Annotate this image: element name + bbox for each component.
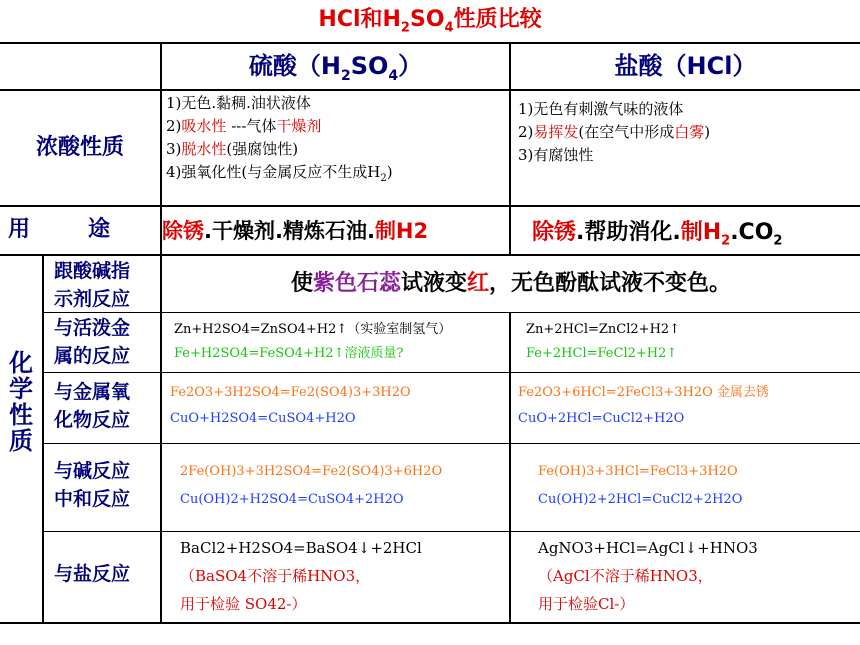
header-hcl: 盐酸（HCl） — [614, 52, 757, 80]
row-label-base: 与碱反应 中和反应 — [54, 460, 131, 510]
h2so4-oxide-reaction: Fe2O3+3H2SO4=Fe2(SO4)3+3H2O CuO+H2SO4=CuSO4+H2O — [170, 385, 411, 426]
h2so4-base-reaction: 2Fe(OH)3+3H2SO4=Fe2(SO4)3+6H2O Cu(OH)2+H2SO4=CuSO4+2H2O — [180, 464, 443, 507]
row-label-indicator: 跟酸碱指 示剂反应 — [54, 260, 131, 310]
row-label-salt: 与盐反应 — [54, 563, 131, 585]
hcl-salt-reaction: AgNO3+HCl=AgCl↓+HNO3 （AgCl不溶于稀HNO3， 用于检验Cl-） — [538, 539, 758, 613]
header-h2so4: 硫酸$(H_2SO_4)$ — [248, 52, 423, 84]
row-label-use: 用 途 — [8, 217, 111, 242]
hcl-oxide-reaction: Fe2O3+6HCl=2FeCl3+3H2O 金属去锈 CuO+2HCl=CuCl2+H2O — [518, 385, 769, 426]
indicator-reaction: 使紫色石蕊试液变红，无色酚酞试液不变色。 — [290, 271, 732, 296]
h2so4-salt-reaction: BaCl2+H2SO4=BaSO4↓+2HCl （BaSO4不溶于稀HNO3， 用于检验 SO42-） — [180, 539, 422, 613]
h2so4-concentrated-properties: 1)无色.黏稠.油状液体 2)吸水性 ---气体干燥剂 3)脱水性(强腐蚀性) 4)强氧化性(与金属反应不生成$H_2$) — [166, 94, 393, 184]
h2so4-metal-reaction: Zn+H2SO4=ZnSO4+H2↑（实验室制氢气） Fe+H2SO4=FeSO4+H2↑溶液质量? — [174, 322, 452, 361]
hcl-base-reaction: Fe(OH)3+3HCl=FeCl3+3H2O Cu(OH)2+2HCl=CuCl2+2H2O — [538, 464, 743, 507]
row-label-metal: 与活泼金 属的反应 — [54, 317, 131, 367]
hcl-metal-reaction: Zn+2HCl=ZnCl2+H2↑ Fe+2HCl=FeCl2+H2↑ — [526, 322, 681, 361]
hcl-concentrated-properties: 1)无色有刺激气味的液体 2)易挥发(在空气中形成白雾) 3)有腐蚀性 — [518, 100, 711, 164]
row-label-chemical-properties: 化 学 性 质 — [9, 349, 33, 455]
page-title: HCl和$H_2SO_4$性质比较 — [318, 7, 542, 36]
row-label-concentrated: 浓酸性质 — [35, 135, 124, 160]
hcl-uses: 除锈.帮助消化.制$H_2.CO_2$ — [532, 220, 783, 249]
h2so4-uses: 除锈.干燥剂.精炼石油.制H2 — [162, 219, 429, 243]
row-label-metal-oxide: 与金属氧 化物反应 — [54, 381, 131, 431]
